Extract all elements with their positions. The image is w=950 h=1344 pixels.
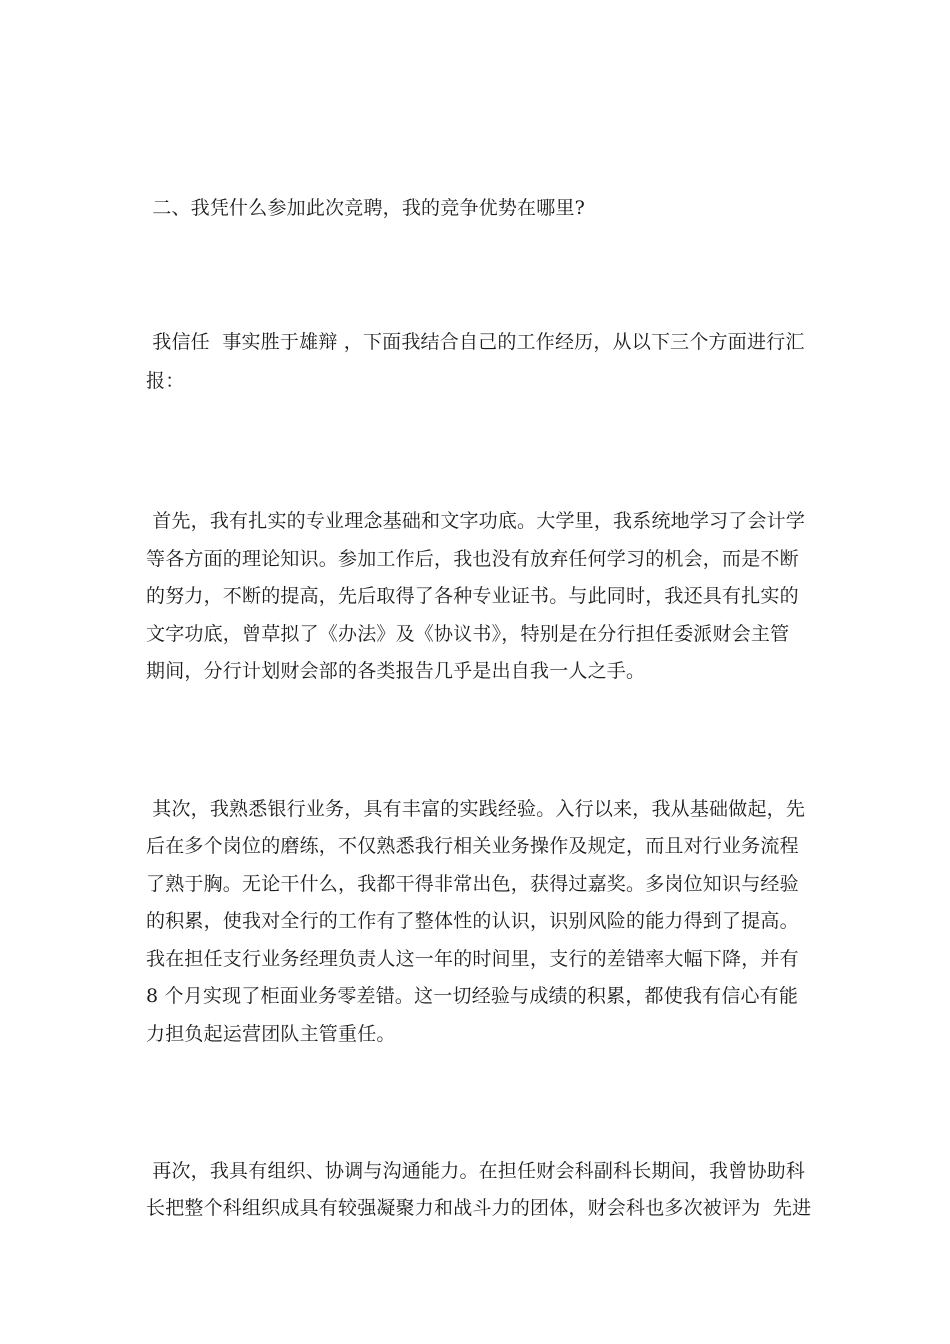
paragraph-1-line-2: 等各方面的理论知识。参加工作后，我也没有放弃任何学习的机会，而是不断 (146, 548, 799, 570)
paragraph-1-line-3: 的努力，不断的提高，先后取得了各种专业证书。与此同时，我还具有扎实的 (146, 585, 799, 607)
paragraph-3-line-1: 再次，我具有组织、协调与沟通能力。在担任财会科副科长期间，我曾协助科 (146, 1160, 806, 1182)
paragraph-2-line-1: 其次，我熟悉银行业务，具有丰富的实践经验。入行以来，我从基础做起，先 (146, 798, 806, 820)
paragraph-2-line-3: 了熟于胸。无论干什么，我都干得非常出色，获得过嘉奖。多岗位知识与经验 (146, 873, 799, 895)
section-heading: 二、我凭什么参加此次竞聘，我的竞争优势在哪里? (146, 197, 586, 219)
paragraph-1-line-5: 期间，分行计划财会部的各类报告几乎是出自我一人之手。 (146, 660, 646, 682)
paragraph-2-line-6: 8 个月实现了柜面业务零差错。这一切经验与成绩的积累，都使我有信心有能 (146, 985, 799, 1007)
paragraph-1-line-1: 首先，我有扎实的专业理念基础和文字功底。大学里，我系统地学习了会计学 (146, 510, 806, 532)
paragraph-3-line-2: 长把整个科组织成具有较强凝聚力和战斗力的团体，财会科也多次被评为 先进 (146, 1197, 812, 1219)
paragraph-2-line-7: 力担负起运营团队主管重任。 (146, 1023, 396, 1045)
intro-line-2: 报： (146, 370, 185, 392)
intro-line-1: 我信任 事实胜于雄辩 ，下面我结合自己的工作经历，从以下三个方面进行汇 (146, 331, 805, 353)
paragraph-2-line-2: 后在多个岗位的磨练，不仅熟悉我行相关业务操作及规定，而且对行业务流程 (146, 835, 799, 857)
paragraph-2-line-4: 的积累，使我对全行的工作有了整体性的认识，识别风险的能力得到了提高。 (146, 910, 799, 932)
paragraph-2-line-5: 我在担任支行业务经理负责人这一年的时间里，支行的差错率大幅下降，并有 (146, 948, 799, 970)
paragraph-1-line-4: 文字功底，曾草拟了《办法》及《协议书》，特别是在分行担任委派财会主管 (146, 623, 790, 645)
